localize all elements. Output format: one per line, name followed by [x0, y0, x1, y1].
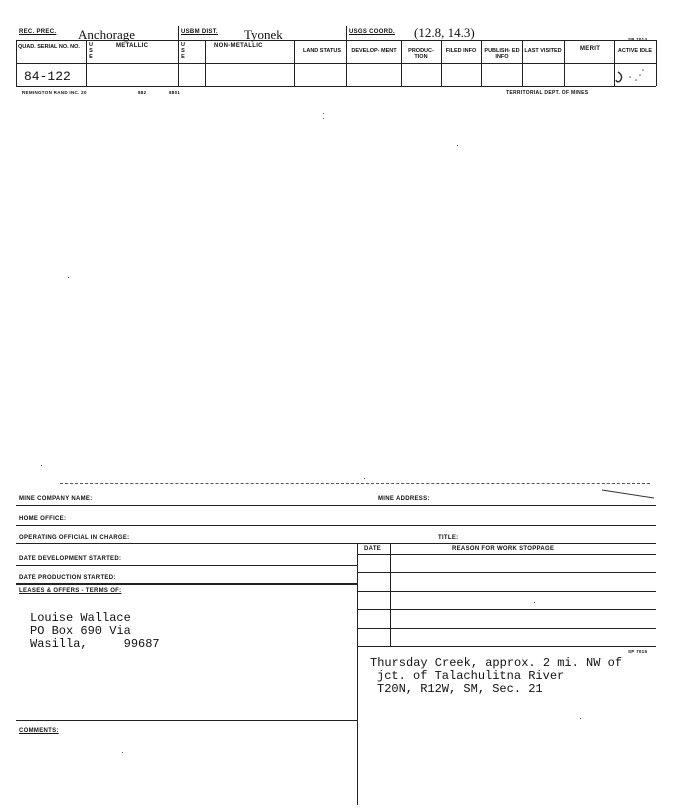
- metallic-header: METALLIC: [116, 43, 149, 49]
- active-idle-header: ACTIVE IDLE: [617, 48, 653, 54]
- printer-imprint: REMINGTON RAND INC. 20: [22, 90, 87, 95]
- usbm-dist-value: Tyonek: [244, 27, 283, 42]
- lessee-name: Louise Wallace: [30, 611, 131, 625]
- department-imprint: TERRITORIAL DEPT. OF MINES: [506, 90, 589, 96]
- land-status-header: LAND STATUS: [303, 48, 341, 54]
- operating-official-label: OPERATING OFFICIAL IN CHARGE:: [19, 535, 130, 541]
- rec-prec-value: Anchorage: [78, 27, 136, 42]
- form-number-top: SP 7014: [628, 37, 648, 42]
- usbm-dist-label: USBM DIST.: [181, 29, 219, 35]
- location-line-3: T20N, R12W, SM, Sec. 21: [377, 682, 543, 696]
- quad-serial-header: QUAD. SERIAL NO. NO.: [18, 44, 80, 50]
- date-column-header: DATE: [364, 546, 382, 552]
- filed-info-header: FILED INFO: [445, 48, 477, 54]
- rec-prec-label: REC. PREC.: [19, 29, 57, 35]
- published-info-header: PUBLISH- ED INFO: [484, 48, 520, 60]
- serial-number-value: 84-122: [24, 69, 71, 84]
- use-metallic-code-header: U S E: [89, 42, 93, 60]
- usgs-coord-value: (12.8, 14.3): [414, 25, 475, 40]
- last-visited-header: LAST VISITED: [524, 48, 562, 54]
- leases-offers-label: LEASES & OFFERS - TERMS OF:: [19, 588, 122, 594]
- production-header: PRODUC- TION: [408, 48, 434, 60]
- printer-code-2: 8801: [169, 90, 181, 95]
- non-metallic-header: NON-METALLIC: [214, 43, 263, 49]
- comments-label: COMMENTS:: [19, 728, 59, 734]
- reason-column-header: REASON FOR WORK STOPPAGE: [452, 546, 555, 552]
- location-line-2: jct. of Talachulitna River: [377, 669, 565, 683]
- edge-stroke-icon: [600, 488, 656, 500]
- date-development-label: DATE DEVELOPMENT STARTED:: [19, 556, 122, 562]
- location-line-1: Thursday Creek, approx. 2 mi. NW of: [370, 656, 623, 670]
- title-label: TITLE:: [438, 535, 459, 541]
- pencil-mark-icon: [612, 66, 648, 86]
- lessee-address: PO Box 690 Via: [30, 624, 131, 638]
- development-header: DEVELOP- MENT: [351, 48, 397, 54]
- date-production-label: DATE PRODUCTION STARTED:: [19, 575, 116, 581]
- merit-header: MERIT: [580, 46, 601, 52]
- home-office-label: HOME OFFICE:: [19, 516, 67, 522]
- use-nonmetallic-code-header: U S E: [181, 42, 185, 60]
- form-number-bottom: SP 7015: [628, 649, 648, 654]
- usgs-coord-label: USGS COORD.: [349, 29, 395, 35]
- printer-code-1: 882: [138, 90, 147, 95]
- mine-company-name-label: MINE COMPANY NAME:: [19, 496, 93, 502]
- mine-address-label: MINE ADDRESS:: [378, 496, 430, 502]
- lessee-city-zip: Wasilla, 99687: [30, 637, 160, 651]
